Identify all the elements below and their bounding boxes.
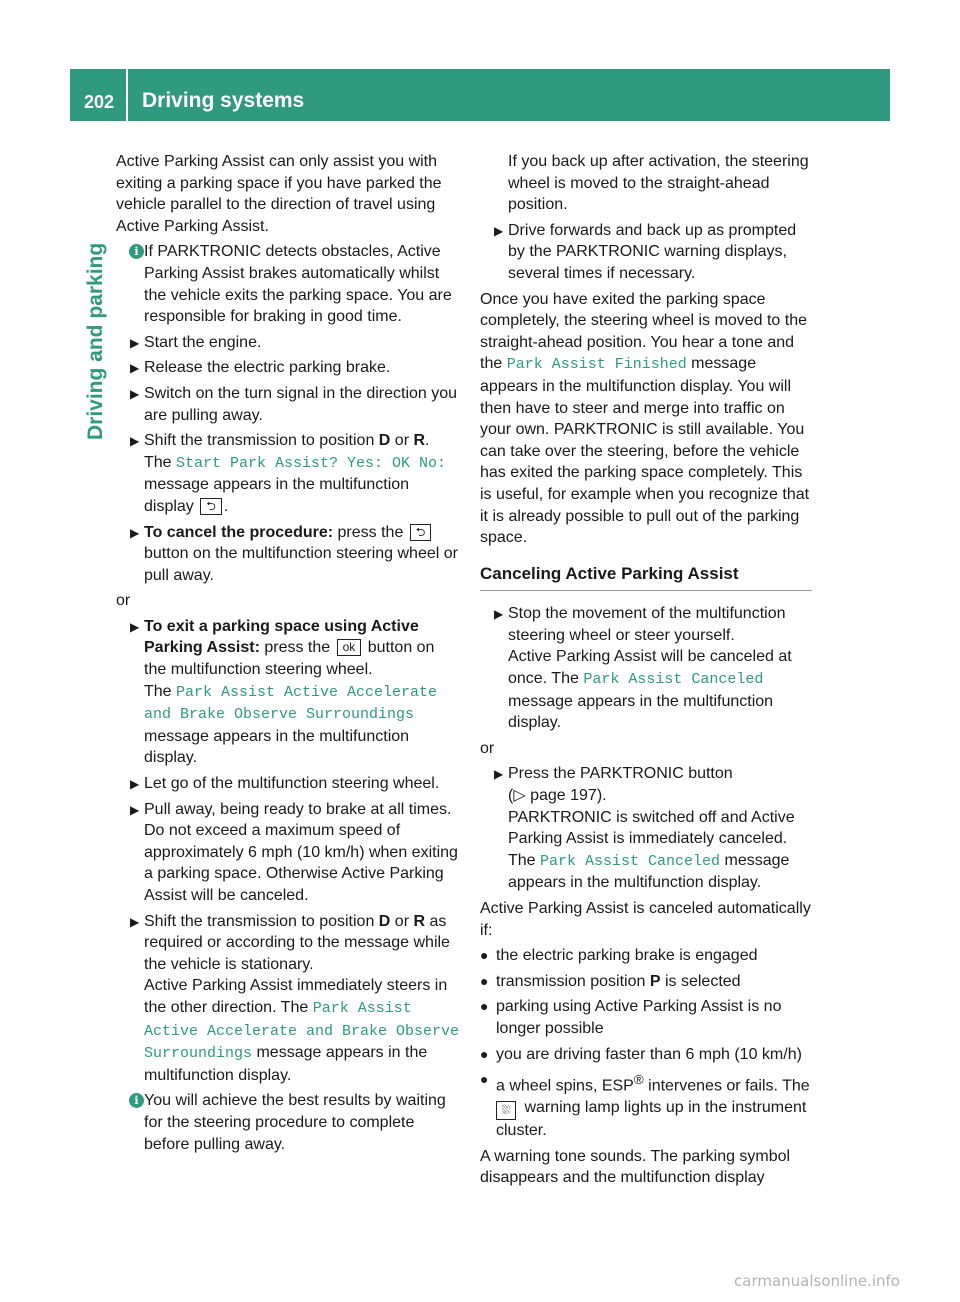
step-arrow-icon: [130, 357, 139, 380]
step-turn-signal: ▶ Switch on the turn signal in the direction you are pulling away.: [116, 383, 460, 426]
step-start-engine: ▶ Start the engine.: [116, 332, 460, 354]
step-shift-transmission: ▶ Shift the transmission to position D or R. The Start Park Assist? Yes: OK No: message appears in the multifunction display ⮌ .: [116, 430, 460, 517]
display-message: Park Assist Active Accelerate and Brake Observe Surroundings: [144, 683, 438, 724]
step-arrow-icon: [130, 383, 139, 406]
bullet-icon: ●: [480, 1071, 489, 1088]
list-item: ● a wheel spins, ESP® intervenes or fails. The ⛆ warning lamp lights up in the instrument cluster.: [480, 1071, 810, 1140]
page-reference: (▷ page 197).: [508, 787, 607, 805]
back-button-icon: ⮌: [410, 524, 432, 541]
step-arrow-icon: [130, 616, 139, 639]
step-shift-transmission-2: ▶ Shift the transmission to position D or R as required or according to the message while the vehicle is stationary. Active Parking Assist immediately steers in the other direction. The Park Assist Active Accelerate and Brake Observe Surroundings message appears in the multifunction display.: [116, 911, 460, 1087]
step-drive-back-up: ▶ Drive forwards and back up as prompted by the PARKTRONIC warning displays, several times if necessary.: [480, 220, 812, 285]
info-note: i If PARKTRONIC detects obstacles, Active Parking Assist brakes automatically whilst the vehicle exits the parking space. You are responsible for braking in good time.: [116, 241, 460, 327]
display-message: Park Assist Canceled: [583, 671, 764, 689]
step-arrow-icon: [130, 773, 139, 796]
step-arrow-icon: [130, 430, 139, 453]
step-arrow-icon: [130, 911, 139, 934]
display-message: Park Assist Finished: [506, 356, 687, 374]
bullet-icon: ●: [480, 998, 489, 1015]
step-stop-movement: ▶ Stop the movement of the multifunction steering wheel or steer yourself. Active Parking Assist will be canceled at once. The Park Assist Canceled message appears in the multifunction display.: [480, 603, 812, 734]
page-number: 202: [84, 92, 115, 112]
intro-paragraph: Active Parking Assist can only assist you with exiting a parking space if you have parked the vehicle parallel to the direction of travel using Active Parking Assist.: [116, 153, 442, 235]
display-message: Park Assist Canceled: [540, 852, 721, 870]
esp-warning-lamp-icon: ⛆: [496, 1101, 516, 1120]
page-title: Driving systems: [142, 89, 305, 112]
left-column: [116, 151, 460, 1159]
watermark: carmanualsonline.info: [734, 1272, 900, 1290]
continued-paragraph: If you back up after activation, the steering wheel is moved to the straight-ahead position.: [508, 153, 809, 214]
exited-paragraph: Once you have exited the parking space completely, the steering wheel is moved to the straight-ahead position. You hear a tone and the Park Assist Finished message appears in the multifunction display. You will then have to steer and merge into traffic on your own. PARKTRONIC is still available. You can take over the steering, before the vehicle has exited the parking space completely. This is useful, for example when you recognize that it is already possible to pull out of the parking space.: [480, 290, 810, 547]
auto-cancel-intro: Active Parking Assist is canceled automatically if:: [480, 900, 811, 939]
or-separator: or: [116, 592, 131, 610]
bullet-icon: ●: [480, 947, 489, 964]
step-press-parktronic: ▶ Press the PARKTRONIC button (▷ page 197). PARKTRONIC is switched off and Active Parking Assist is immediately canceled. The Park Assist Canceled message appears in the multifunction display.: [480, 763, 812, 894]
step-arrow-icon: [494, 763, 503, 786]
info-icon: i: [129, 244, 144, 259]
step-let-go: ▶ Let go of the multifunction steering wheel.: [116, 773, 460, 795]
list-item: ● you are driving faster than 6 mph (10 km/h): [480, 1044, 812, 1066]
step-pull-away: ▶ Pull away, being ready to brake at all times. Do not exceed a maximum speed of approximately 6 mph (10 km/h) when exiting a parking space. Otherwise Active Parking Assist will be canceled.: [116, 799, 460, 907]
step-release-brake: ▶ Release the electric parking brake.: [116, 357, 460, 379]
step-arrow-icon: [130, 332, 139, 355]
step-arrow-icon: [130, 799, 139, 822]
bullet-icon: ●: [480, 1045, 489, 1062]
display-message: Start Park Assist? Yes: OK No:: [176, 454, 447, 472]
info-icon: i: [129, 1093, 144, 1108]
step-cancel-procedure: ▶ To cancel the procedure: press the ⮌ button on the multifunction steering wheel or pull away.: [116, 522, 460, 587]
step-arrow-icon: [494, 220, 503, 243]
step-arrow-icon: [494, 603, 503, 626]
step-exit-parking-space: ▶ To exit a parking space using Active Parking Assist: press the ok button on the multifunction steering wheel. The Park Assist Active Accelerate and Brake Observe Surroundings message appears in the multifunction display.: [116, 616, 460, 769]
bullet-icon: ●: [480, 972, 489, 989]
display-message: Park Assist Active Accelerate and Brake Observe Surroundings: [144, 999, 460, 1063]
info-note: i You will achieve the best results by waiting for the steering procedure to complete before pulling away.: [116, 1090, 460, 1155]
list-item: ● parking using Active Parking Assist is no longer possible: [480, 998, 782, 1037]
header-separator: [126, 69, 128, 121]
section-sidebar-label: Driving and parking: [84, 242, 107, 440]
right-column: [480, 151, 812, 1193]
ok-button-icon: ok: [337, 639, 362, 656]
final-paragraph: A warning tone sounds. The parking symbol disappears and the multifunction display: [480, 1147, 791, 1187]
list-item: ● the electric parking brake is engaged: [480, 945, 812, 967]
section-heading: Canceling Active Parking Assist: [480, 563, 812, 592]
back-button-icon: ⮌: [200, 498, 222, 515]
list-item: ● transmission position P is selected: [480, 971, 812, 993]
or-separator: or: [480, 739, 495, 757]
step-arrow-icon: [130, 522, 139, 545]
